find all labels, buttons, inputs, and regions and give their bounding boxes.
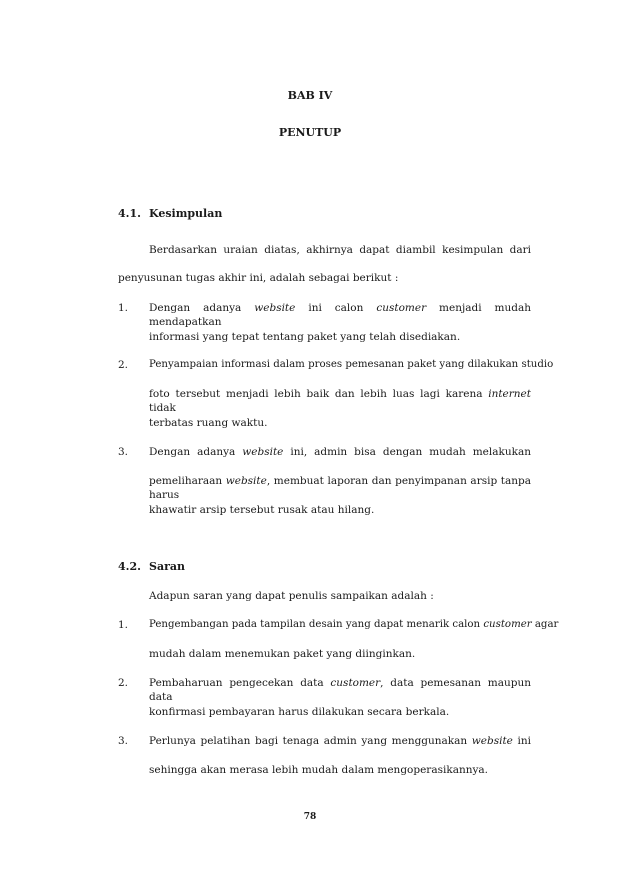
list-item-line: informasi yang tepat tentang paket yang telah disediakan. xyxy=(149,331,461,343)
list-item-line: mudah dalam menemukan paket yang diinginkan. xyxy=(149,648,416,660)
section-1-number: 4.1. xyxy=(118,207,141,220)
list-item-line: konfirmasi pembayaran harus dilakukan secara berkala. xyxy=(149,706,450,718)
section-1-title: Kesimpulan xyxy=(149,207,223,220)
list-item-number: 3. xyxy=(118,735,129,747)
page-number: 78 xyxy=(303,812,317,822)
chapter-title: PENUTUP xyxy=(278,126,342,139)
list-item-line: Penyampaian informasi dalam proses pemesanan paket yang dilakukan studio xyxy=(149,359,554,370)
list-item-line: terbatas ruang waktu. xyxy=(149,417,268,429)
section-1-intro-line-1: Berdasarkan uraian diatas, akhirnya dapat diambil kesimpulan dari xyxy=(149,244,531,256)
list-item-line: Dengan adanya website ini calon customer menjadi mudah mendapatkan xyxy=(149,302,532,328)
list-item-number: 1. xyxy=(118,619,129,631)
list-item-line: sehingga akan merasa lebih mudah dalam mengoperasikannya. xyxy=(149,764,489,776)
list-item-number: 1. xyxy=(118,302,129,314)
list-item-number: 2. xyxy=(118,359,129,371)
list-item-line: Dengan adanya website ini, admin bisa dengan mudah melakukan xyxy=(149,446,531,458)
section-2-number: 4.2. xyxy=(118,560,141,573)
list-item-line: Pembaharuan pengecekan data customer, data pemesanan maupun data xyxy=(149,677,531,703)
list-item-line: khawatir arsip tersebut rusak atau hilang. xyxy=(149,504,375,516)
section-2-intro: Adapun saran yang dapat penulis sampaikan adalah : xyxy=(149,590,434,602)
list-item-line: foto tersebut menjadi lebih baik dan lebih luas lagi karena internet tidak xyxy=(149,388,531,414)
list-item-line: Pengembangan pada tampilan desain yang dapat menarik calon customer agar xyxy=(149,619,559,630)
section-1-intro-line-2: penyusunan tugas akhir ini, adalah sebagai berikut : xyxy=(118,272,399,284)
list-item-line: Perlunya pelatihan bagi tenaga admin yang menggunakan website ini xyxy=(149,735,531,747)
chapter-number-title: BAB IV xyxy=(287,89,333,102)
section-2-title: Saran xyxy=(149,560,185,573)
list-item-number: 3. xyxy=(118,446,129,458)
list-item-number: 2. xyxy=(118,677,129,689)
list-item-line: pemeliharaan website, membuat laporan dan penyimpanan arsip tanpa harus xyxy=(149,475,531,501)
